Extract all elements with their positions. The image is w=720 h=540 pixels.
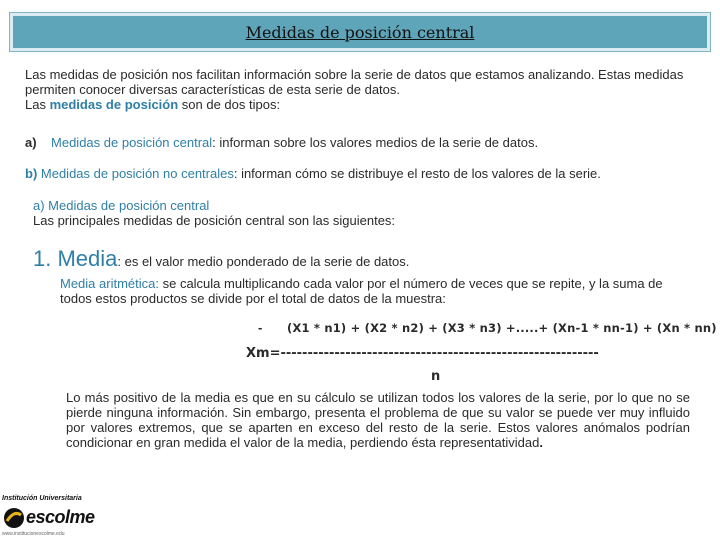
intro-line2-suffix: son de dos tipos: — [178, 97, 281, 112]
intro-line2-prefix: Las — [25, 97, 50, 112]
final-paragraph — [66, 390, 690, 450]
item-a-term: Medidas de posición central — [51, 135, 213, 150]
logo-top-text: Institución Universitaria — [2, 495, 82, 502]
subsection — [33, 198, 673, 228]
escolme-logo — [0, 493, 110, 540]
item-a-marker: a) — [25, 135, 37, 150]
intro-term: medidas de posición — [49, 97, 179, 112]
item-b — [25, 166, 705, 181]
item-a — [25, 135, 685, 150]
final-text: Lo más positivo de la media es que en su cálculo se utilizan todos los valores de la serie, por lo que no se pierde ninguna información. Sin embargo, presenta el problema de que su valor se puede ver muy influido por valores extremos, que se aparten en exceso del resto de la serie. Estos valores anómalos podrían condicionar en gran medida el valor de la media, perdiendo ésta representatividad — [66, 390, 690, 450]
formula-bar: - — [258, 320, 263, 335]
final-end: . — [539, 435, 543, 450]
formula-numerator: (X1 * n1) + (X2 * n2) + (X3 * n3) +.....+ (Xn-1 * nn-1) + (Xn * nn) — [287, 321, 717, 335]
formula-lhs: Xm=----------------------------------------------------------- — [246, 346, 599, 361]
title-bar — [10, 13, 710, 51]
logo-url: www.institucionescolme.edu — [2, 531, 65, 537]
item-b-text: : informan cómo se distribuye el resto de los valores de la serie. — [233, 166, 601, 181]
aritmetica-text: se calcula multiplicando cada valor por el número de veces que se repite, y la suma de todos estos productos se divide por el total de datos de la muestra: — [60, 276, 663, 306]
page-title: Medidas de posición central — [245, 23, 475, 42]
media-heading — [33, 246, 693, 272]
intro-paragraph — [25, 67, 685, 112]
subsection-text: Las principales medidas de posición central son las siguientes: — [33, 213, 396, 228]
aritmetica-paragraph — [60, 276, 690, 306]
intro-line1: Las medidas de posición nos facilitan información sobre la serie de datos que estamos analizando. Estas medidas permiten conocer diversas características de esta serie de datos. — [25, 67, 684, 97]
item-b-term: Medidas de posición no centrales — [40, 166, 234, 181]
logo-name: escolme — [26, 507, 95, 527]
aritmetica-term: Media aritmética: — [60, 276, 159, 291]
item-a-text: : informan sobre los valores medios de la serie de datos. — [212, 135, 539, 150]
media-desc: : es el valor medio ponderado de la serie de datos. — [117, 254, 410, 269]
subsection-heading: a) Medidas de posición central — [33, 198, 210, 213]
item-b-marker: b) — [25, 166, 41, 181]
logo-mark-icon — [2, 506, 26, 530]
media-label: 1. Media — [33, 246, 118, 271]
formula-denominator: n — [431, 369, 441, 384]
